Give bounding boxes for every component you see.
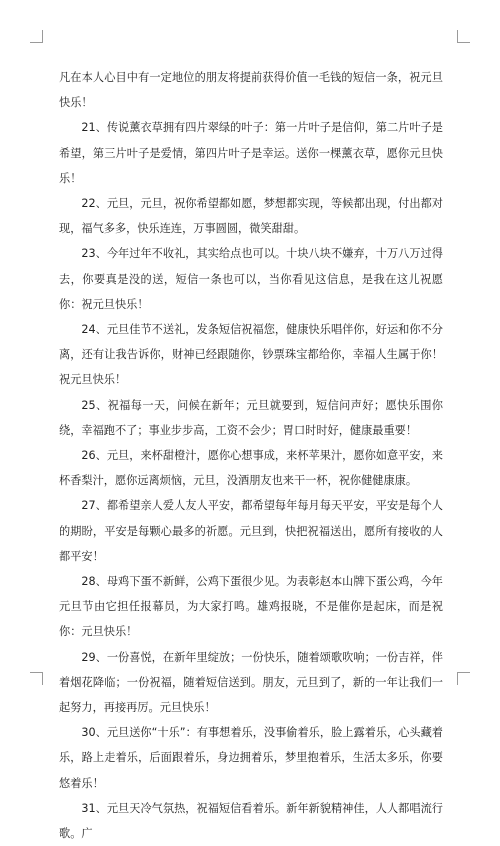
paragraph-28: 28、母鸡下蛋不新鲜，公鸡下蛋很少见。为表彰赵本山牌下蛋公鸡，今年元旦节由它担任报幕员，为大家打鸣。雄鸡报晓，不是催你是起床，而是祝你：元旦快乐！ [59, 575, 443, 639]
paragraph-25: 25、祝福每一天，问候在新年；元旦就要到，短信问声好；愿快乐围你绕，幸福跑不了；事业步步高，工资不会少；胃口时时好，健康最重要！ [59, 398, 443, 437]
paragraph-22: 22、元旦，元旦，祝你希望都如愿，梦想都实现，等候都出现，付出都对现，福气多多，快乐连连，万事圆圆，微笑甜甜。 [59, 197, 443, 236]
page-corner-mark-bottom-right [457, 672, 470, 685]
page-corner-mark-bottom-left [30, 672, 43, 685]
page-corner-mark-top-left [30, 30, 43, 43]
document-body [59, 65, 443, 846]
paragraph-29: 29、一份喜悦，在新年里绽放；一份快乐，随着颂歌吹响；一份吉祥，伴着烟花降临；一份祝福，随着短信送到。朋友，元旦到了，新的一年让我们一起努力，再接再厉。元旦快乐！ [59, 650, 443, 715]
paragraph-31: 31、元旦天冷气氛热，祝福短信看着乐。新年新貌精神佳，人人都唱流行歌。广 [59, 801, 443, 841]
paragraph-24: 24、元旦佳节不送礼，发条短信祝福您，健康快乐唱伴你，好运和你不分离，还有让我告诉你，财神已经跟随你，钞票珠宝都给你，幸福人生属于你！祝元旦快乐！ [59, 323, 443, 387]
paragraph-21: 21、传说薰衣草拥有四片翠绿的叶子：第一片叶子是信仰，第二片叶子是希望，第三片叶子是爱情，第四片叶子是幸运。送你一棵薰衣草，愿你元旦快乐！ [59, 121, 443, 185]
paragraph-continuation: 凡在本人心目中有一定地位的朋友将提前获得价值一毛钱的短信一条，祝元旦快乐！ [59, 71, 443, 110]
paragraph-27: 27、都希望亲人爱人友人平安，都希望每年每月每天平安，平安是每个人的期盼，平安是每颗心最多的祈愿。元旦到，快把祝福送出，愿所有接收的人都平安！ [59, 499, 443, 563]
page-corner-mark-top-right [457, 30, 470, 43]
paragraph-26: 26、元旦，来杯甜橙汁，愿你心想事成，来杯苹果汁，愿你如意平安，来杯香梨汁，愿你远离烦恼，元旦，没酒朋友也来干一杯，祝你健健康康。 [59, 449, 443, 488]
paragraph-23: 23、今年过年不收礼，其实给点也可以。十块八块不嫌弃，十万八万过得去，你要真是没的送，短信一条也可以，当你看见这信息，是我在这儿祝愿你：祝元旦快乐！ [59, 247, 443, 311]
paragraph-30: 30、元旦送你“十乐”：有事想着乐，没事偷着乐，脸上露着乐，心头藏着乐，路上走着乐，后面跟着乐，身边拥着乐，梦里抱着乐，生活太多乐，你要悠着乐！ [59, 726, 443, 790]
